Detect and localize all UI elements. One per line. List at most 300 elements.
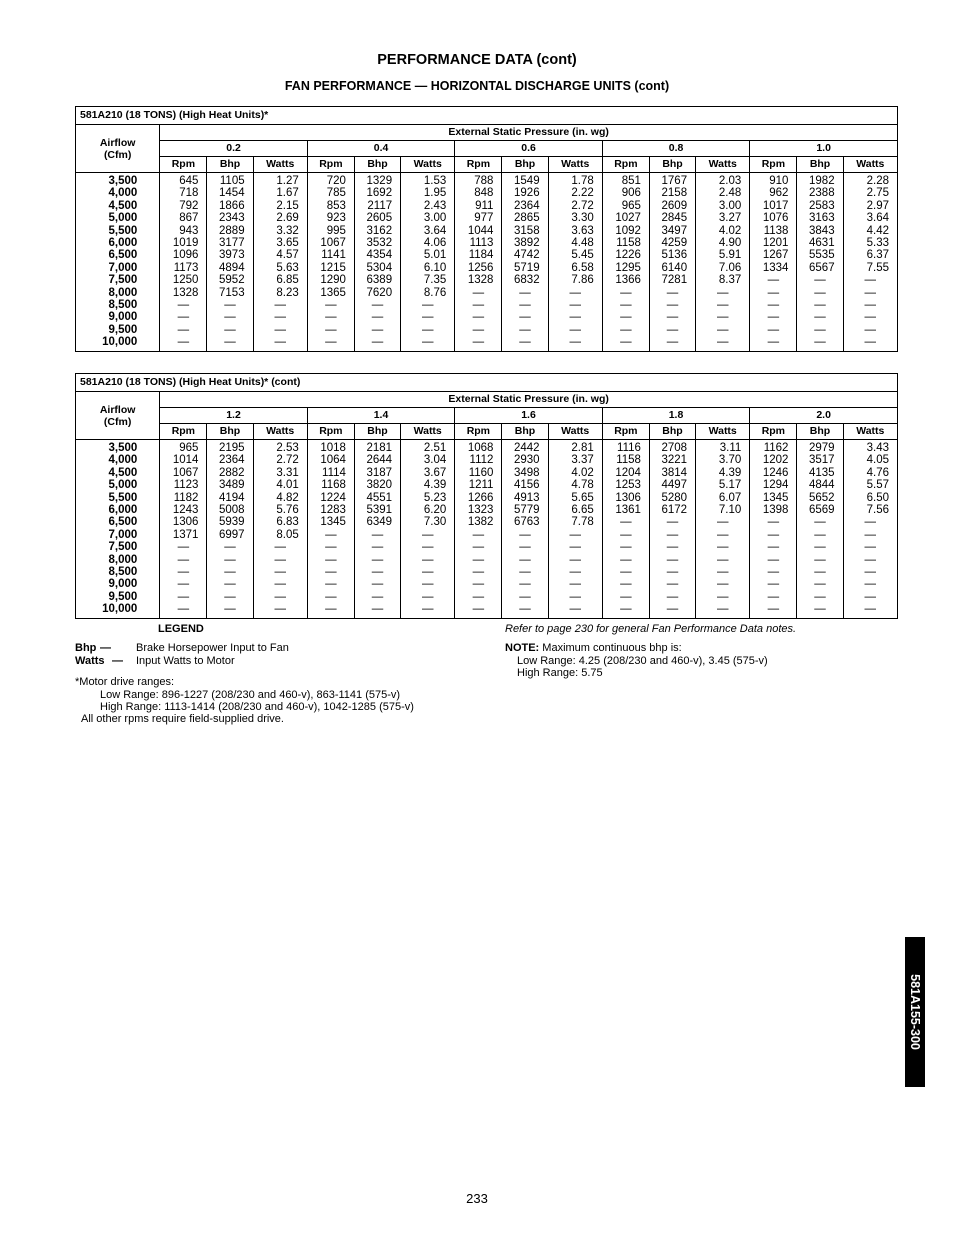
table-cell: — [843,591,897,603]
table-cell: 4.39 [401,479,455,491]
table-cell: 2.48 [696,187,750,199]
table-cell: — [602,529,649,541]
table-cell: 4.06 [401,237,455,249]
table-cell: 1114 [307,467,354,479]
table-cell: — [797,299,843,311]
table-cell: 4156 [502,479,548,491]
table-cell: 1201 [750,237,797,249]
table-cell: 5.01 [401,249,455,261]
table-cell: — [649,603,695,618]
airflow-cell: 8,500 [108,299,138,312]
subheader-rpm: Rpm [455,157,502,173]
subheader-bhp: Bhp [502,157,548,173]
airflow-cell: 4,500 [108,466,138,479]
table-cell: — [160,299,207,311]
table-cell: 1329 [354,173,400,188]
legend-heading: LEGEND [158,623,204,635]
table-cell: — [207,554,253,566]
airflow-cell: 5,000 [108,212,138,225]
airflow-header [76,125,160,173]
table-cell: 6349 [354,516,400,528]
table-row [76,504,898,516]
airflow-cell: 9,000 [108,578,138,591]
table-cell: — [548,603,602,618]
table-cell: 1204 [602,467,649,479]
refer-note: Refer to page 230 for general Fan Performance Data notes. [505,623,797,635]
footnote-other: All other rpms require field-supplied drive. [81,713,284,726]
table-cell: 3.63 [548,225,602,237]
airflow-cell: 5,500 [108,224,138,237]
table-cell: 1454 [207,187,253,199]
pressure-header: 1.4 [307,408,455,424]
table-cell: — [548,287,602,299]
table-cell: 4894 [207,262,253,274]
table-cell: 3.64 [843,212,897,224]
table-cell: — [750,578,797,590]
subheader-bhp: Bhp [649,157,695,173]
table-row [76,554,898,566]
table-cell: 1027 [602,212,649,224]
table-cell: 1361 [602,504,649,516]
table-cell: 911 [455,200,502,212]
esp-header: External Static Pressure (in. wg) [160,392,898,408]
table-cell: — [401,311,455,323]
table-cell: 3820 [354,479,400,491]
table-cell: 2644 [354,454,400,466]
table-cell: — [455,311,502,323]
table-cell: 6.20 [401,504,455,516]
table-row [76,566,898,578]
subheader-rpm: Rpm [455,424,502,440]
table-cell: — [750,287,797,299]
table-cell: — [750,274,797,286]
table-cell: 4194 [207,492,253,504]
table-cell: 2930 [502,454,548,466]
table-cell: — [307,541,354,553]
table-cell: — [696,578,750,590]
table-cell: 5.57 [843,479,897,491]
table-cell: 1366 [602,274,649,286]
pressure-header: 0.6 [455,141,603,157]
table-caption: 581A210 (18 TONS) (High Heat Units)* (cont) [76,374,898,392]
subheader-rpm: Rpm [750,424,797,440]
table-cell: 7.30 [401,516,455,528]
table-cell: — [502,603,548,618]
table-cell: — [602,554,649,566]
table-cell: — [160,541,207,553]
table-cell: 2.28 [843,173,897,188]
table-cell: — [307,591,354,603]
table-cell: — [649,578,695,590]
table-row [76,479,898,491]
subheader-watts: Watts [843,157,897,173]
table-cell: — [602,287,649,299]
table-cell: 5.45 [548,249,602,261]
pressure-header: 1.2 [160,408,308,424]
table-cell: 1290 [307,274,354,286]
table-cell: 1371 [160,529,207,541]
table-cell: 6.58 [548,262,602,274]
table-cell: 3892 [502,237,548,249]
table-cell: 4.05 [843,454,897,466]
table-cell: 2583 [797,200,843,212]
table-cell: — [649,591,695,603]
table-cell: — [797,578,843,590]
table-cell: 4551 [354,492,400,504]
airflow-header-line2: (Cfm) [103,415,132,428]
table-cell: 1160 [455,467,502,479]
table-cell: 4.02 [548,467,602,479]
airflow-cell: 7,500 [108,541,138,554]
airflow-cell: 10,000 [102,336,138,349]
table-cell: — [354,566,400,578]
table-cell: 962 [750,187,797,199]
table-cell: 3177 [207,237,253,249]
table-cell: — [207,336,253,351]
table-cell: 1323 [455,504,502,516]
table-cell: 3843 [797,225,843,237]
subheader-watts: Watts [253,424,307,440]
airflow-cell: 9,500 [108,590,138,603]
table-cell: — [354,299,400,311]
table-cell: — [253,336,307,351]
table-cell: 4.76 [843,467,897,479]
table-cell: 1.27 [253,173,307,188]
table-cell: 1044 [455,225,502,237]
table-cell: — [401,299,455,311]
table-cell: 906 [602,187,649,199]
table-cell: 1202 [750,454,797,466]
table-row [76,212,898,224]
table-cell: 5939 [207,516,253,528]
table-cell: — [160,578,207,590]
table-cell: — [455,591,502,603]
table-cell: — [307,578,354,590]
table-cell: 4.02 [696,225,750,237]
table-cell: 1295 [602,262,649,274]
table-cell: 1158 [602,454,649,466]
airflow-cell: 6,000 [108,237,138,250]
table-cell: — [354,541,400,553]
table-cell: — [843,299,897,311]
table-cell: — [307,566,354,578]
table-cell: — [696,554,750,566]
table-cell: 1123 [160,479,207,491]
table-cell: — [797,516,843,528]
table-row [76,454,898,466]
table-row [76,324,898,336]
table-cell: 8.37 [696,274,750,286]
table-row [76,249,898,261]
table-cell: 6.10 [401,262,455,274]
airflow-header-line2: (Cfm) [103,148,132,161]
table-cell: 1767 [649,173,695,188]
table-cell: — [253,299,307,311]
table-cell: 4631 [797,237,843,249]
table-cell: — [649,287,695,299]
table-cell: 6389 [354,274,400,286]
table-cell: — [548,541,602,553]
table-cell: 853 [307,200,354,212]
table-cell: — [797,591,843,603]
table-cell: 5952 [207,274,253,286]
subheader-watts: Watts [696,157,750,173]
table-cell: 1017 [750,200,797,212]
notes [505,623,897,680]
table-row [76,287,898,299]
table-cell: — [843,274,897,286]
table-cell: 1866 [207,200,253,212]
table-cell: — [843,566,897,578]
table-cell: 2708 [649,440,695,455]
table-cell: — [602,311,649,323]
table-cell: 2.69 [253,212,307,224]
airflow-cell: 7,000 [108,261,138,274]
airflow-cell: 5,000 [108,479,138,492]
table-cell: 1173 [160,262,207,274]
table-cell: — [207,299,253,311]
table-cell: 6.85 [253,274,307,286]
table-cell: — [455,287,502,299]
table-cell: — [307,324,354,336]
pressure-header: 0.8 [602,141,750,157]
table-cell: 4913 [502,492,548,504]
table-cell: 5.65 [548,492,602,504]
table-cell: 1141 [307,249,354,261]
table-cell: — [455,603,502,618]
table-cell: — [160,603,207,618]
table-cell: 3.30 [548,212,602,224]
table-cell: — [160,554,207,566]
table-cell: — [548,554,602,566]
table-cell: 792 [160,200,207,212]
table-cell: — [750,299,797,311]
table-cell: 965 [602,200,649,212]
table-cell: — [750,324,797,336]
table-cell: — [696,566,750,578]
table-row [76,262,898,274]
table-cell: 2.72 [548,200,602,212]
table-cell: 5535 [797,249,843,261]
legend-bhp-dash: — [100,642,111,655]
airflow-cell: 10,000 [102,603,138,616]
pressure-header: 2.0 [750,408,898,424]
table-cell: 3163 [797,212,843,224]
table-cell: — [696,603,750,618]
table-cell: 6.65 [548,504,602,516]
table-cell: 3.43 [843,440,897,455]
table-cell: — [307,554,354,566]
table-cell: — [207,603,253,618]
table-row [76,529,898,541]
table-cell: 6140 [649,262,695,274]
table-cell: — [649,529,695,541]
table-cell: 4135 [797,467,843,479]
table-cell: 3.64 [401,225,455,237]
subheader-watts: Watts [548,157,602,173]
table-cell: 4.42 [843,225,897,237]
table-cell: — [843,287,897,299]
table-cell: — [502,591,548,603]
table-cell: 1398 [750,504,797,516]
table-cell: — [207,324,253,336]
table-cell: — [696,324,750,336]
table-cell: 4.48 [548,237,602,249]
table-cell: 2343 [207,212,253,224]
legend-watts-term: Watts [75,654,105,667]
table-cell: 4.78 [548,479,602,491]
table-cell: 1283 [307,504,354,516]
table-cell: — [548,578,602,590]
table-row [76,603,898,618]
table-cell: 5304 [354,262,400,274]
table-cell: 2.81 [548,440,602,455]
table-cell: 1226 [602,249,649,261]
table-cell: 7.55 [843,262,897,274]
table-cell: 6.37 [843,249,897,261]
airflow-cell: 4,000 [108,187,138,200]
table-cell: — [843,311,897,323]
table-cell: 1246 [750,467,797,479]
table-cell: 4742 [502,249,548,261]
table-cell: 1328 [160,287,207,299]
table-cell: — [502,529,548,541]
airflow-cell: 3,500 [108,442,138,454]
table-cell: 5008 [207,504,253,516]
table-cell: — [207,566,253,578]
table-cell: — [502,554,548,566]
table-cell: — [502,324,548,336]
subheader-watts: Watts [843,424,897,440]
section-subtitle: FAN PERFORMANCE — HORIZONTAL DISCHARGE UNITS (cont) [284,79,670,93]
table-cell: 6832 [502,274,548,286]
subheader-rpm: Rpm [307,157,354,173]
table-cell: — [548,591,602,603]
table-cell: 2364 [207,454,253,466]
pressure-header: 1.0 [750,141,898,157]
table-cell: — [354,311,400,323]
table-cell: 943 [160,225,207,237]
table-cell: 2442 [502,440,548,455]
subheader-bhp: Bhp [649,424,695,440]
table-cell: — [750,554,797,566]
table-cell: — [602,591,649,603]
airflow-cell: 6,000 [108,504,138,517]
table-cell: — [750,516,797,528]
table-cell: — [455,336,502,351]
subheader-rpm: Rpm [307,424,354,440]
table-cell: — [502,578,548,590]
table-cell: — [253,591,307,603]
table-cell: — [602,603,649,618]
table-cell: 1064 [307,454,354,466]
table-cell: — [160,566,207,578]
pressure-header: 1.8 [602,408,750,424]
table-cell: — [253,324,307,336]
airflow-cell: 4,500 [108,199,138,212]
table-cell: 1253 [602,479,649,491]
table-cell: 2865 [502,212,548,224]
table-cell: 4259 [649,237,695,249]
table-cell: 2.15 [253,200,307,212]
side-tab-label: 581A155-300 [908,974,922,1050]
subheader-watts: Watts [253,157,307,173]
table-cell: 5719 [502,262,548,274]
table-cell: 2609 [649,200,695,212]
table-cell: 2605 [354,212,400,224]
table-cell: — [354,554,400,566]
max-bhp-note [505,642,897,654]
table-cell: — [401,578,455,590]
table-cell: 1105 [207,173,253,188]
table-cell: — [207,578,253,590]
table-cell: — [750,591,797,603]
table-cell: 3.70 [696,454,750,466]
airflow-cell: 6,500 [108,516,138,529]
table-cell: 6.83 [253,516,307,528]
table-cell: 1068 [455,440,502,455]
table-cell: 7620 [354,287,400,299]
table-cell: — [696,541,750,553]
table-cell: 1018 [307,440,354,455]
table-cell: — [307,529,354,541]
table-cell: — [750,541,797,553]
table-cell: 2.72 [253,454,307,466]
table-cell: — [797,529,843,541]
table-cell: 1019 [160,237,207,249]
table-cell: 1256 [455,262,502,274]
table-cell: 2158 [649,187,695,199]
table-cell: 2.75 [843,187,897,199]
table-cell: 1328 [455,274,502,286]
table-cell: 1334 [750,262,797,274]
legend-watts [75,655,495,667]
table-cell: 1067 [307,237,354,249]
subheader-rpm: Rpm [160,424,207,440]
subheader-rpm: Rpm [160,157,207,173]
table-cell: 3162 [354,225,400,237]
note-label: NOTE: [505,642,540,655]
table-cell: — [843,541,897,553]
table-cell: 1096 [160,249,207,261]
table-cell: — [502,311,548,323]
table-row [76,225,898,237]
table-cell: — [548,529,602,541]
table-cell: 5280 [649,492,695,504]
airflow-cell: 6,500 [108,249,138,262]
fan-performance-table-1 [75,106,898,352]
table-cell: 3973 [207,249,253,261]
note-text: Maximum continuous bhp is: [542,642,682,655]
table-cell: 3187 [354,467,400,479]
table-cell: 1549 [502,173,548,188]
table-cell: 7.06 [696,262,750,274]
table-cell: 7.56 [843,504,897,516]
subheader-bhp: Bhp [207,424,253,440]
table-cell: 3.00 [696,200,750,212]
table-cell: — [649,336,695,351]
table-cell: 1266 [455,492,502,504]
table-cell: — [696,516,750,528]
table-cell: 4.82 [253,492,307,504]
table-cell: — [401,541,455,553]
table-cell: — [649,516,695,528]
table-row [76,336,898,351]
table-cell: — [548,299,602,311]
table-cell: 5.23 [401,492,455,504]
table-cell: 1182 [160,492,207,504]
table-row [76,440,898,455]
